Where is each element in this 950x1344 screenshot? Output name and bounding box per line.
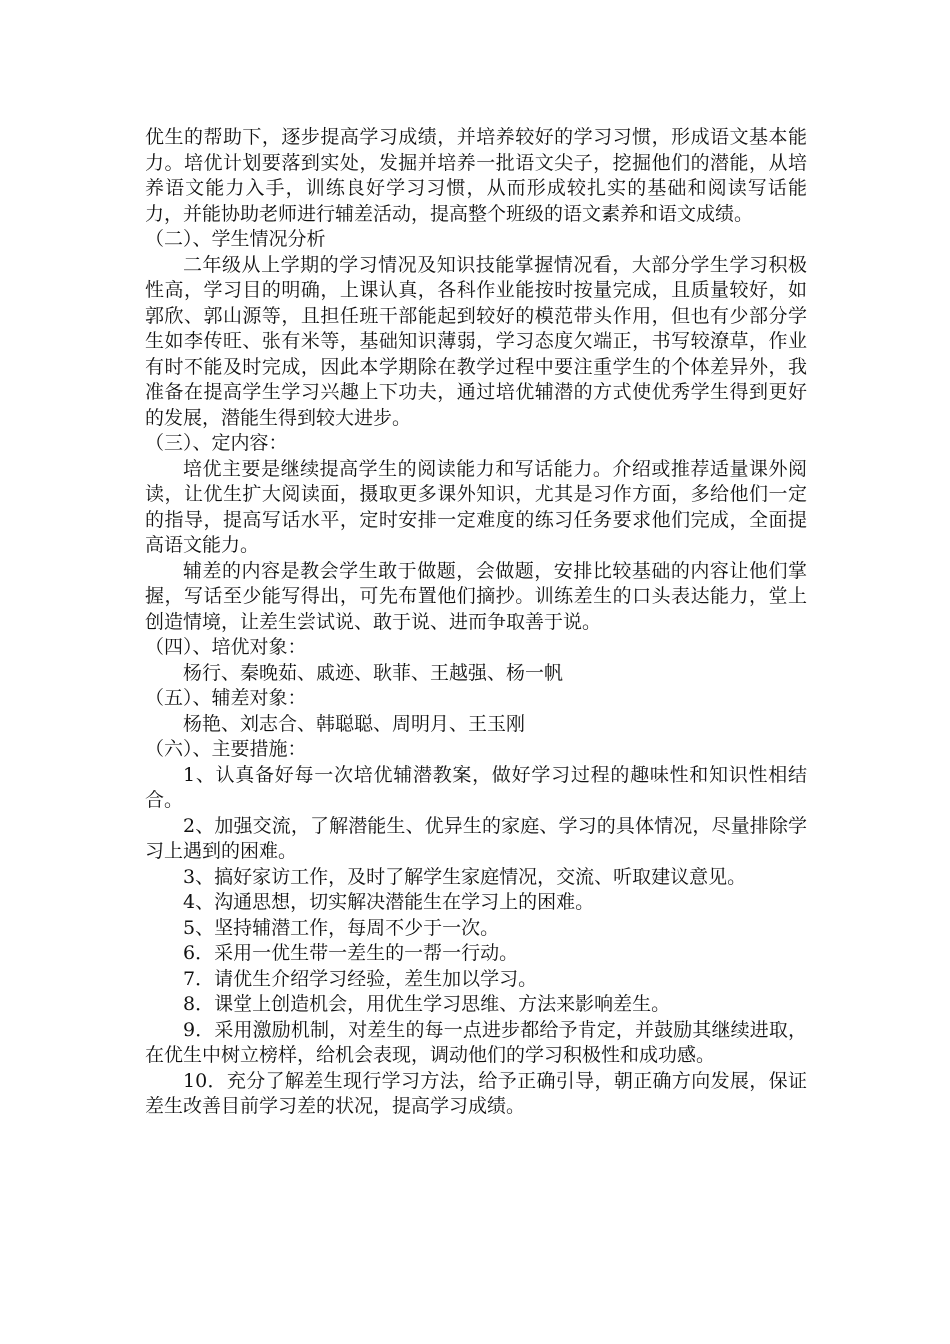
heading-remedial-students: （五）、辅差对象： [145, 687, 307, 709]
paragraph-remedial-content: 辅差的内容是教会学生敢于做题，会做题，安排比较基础的内容让他们掌握，写话至少能写得出，可先布置他们摘抄。训练差生的口头表达能力，堂上创造情境，让差生尝试说、敢于说、进而争取善于说。 [145, 559, 807, 633]
measure-item-8: 8．课堂上创造机会，用优生学习思维、方法来影响差生。 [183, 993, 671, 1015]
measure-item-4: 4、沟通思想，切实解决潜能生在学习上的困难。 [183, 891, 595, 913]
measure-item-6: 6．采用一优生带一差生的一帮一行动。 [183, 942, 519, 964]
paragraph-student-analysis: 二年级从上学期的学习情况及知识技能掌握情况看，大部分学生学习积极性高，学习目的明确，上课认真，各科作业能按时按量完成，且质量较好，如郭欣、郭山源等，且担任班干部能起到较好的模范带头作用，但也有少部分学生如李传旺、张有米等，基础知识薄弱，学习态度欠端正，书写较潦草，作业有时不能及时完成，因此本学期除在教学过程中要注重学生的个体差异外，我准备在提高学生学习兴趣上下功夫，通过培优辅潜的方式使优秀学生得到更好的发展，潜能生得到较大进步。 [145, 253, 807, 429]
measure-item-3: 3、搞好家访工作，及时了解学生家庭情况，交流、听取建议意见。 [183, 865, 747, 888]
measure-item-1: 1、认真备好每一次培优辅潜教案，做好学习过程的趣味性和知识性相结合。 [145, 763, 807, 811]
document-page [145, 125, 807, 1120]
heading-measures: （六）、主要措施： [145, 738, 307, 760]
measure-item-2: 2、加强交流，了解潜能生、优异生的家庭、学习的具体情况，尽量排除学习上遇到的困难。 [145, 814, 807, 862]
heading-content: （三）、定内容： [145, 432, 288, 454]
list-excellent-students: 杨行、秦晚茹、戚迹、耿菲、王越强、杨一帆 [183, 661, 564, 684]
measure-item-9: 9．采用激励机制，对差生的每一点进步都给予肯定，并鼓励其继续进取，在优生中树立榜样，给机会表现，调动他们的学习积极性和成功感。 [145, 1018, 807, 1066]
measure-item-7: 7．请优生介绍学习经验，差生加以学习。 [183, 967, 538, 990]
paragraph-continuation: 优生的帮助下，逐步提高学习成绩，并培养较好的学习习惯，形成语文基本能力。培优计划要落到实处，发掘并培养一批语文尖子，挖掘他们的潜能，从培养语文能力入手，训练良好学习习惯，从而形成较扎实的基础和阅读写话能力，并能协助老师进行辅差活动，提高整个班级的语文素养和语文成绩。 [145, 126, 807, 225]
measure-item-10: 10．充分了解差生现行学习方法，给予正确引导，朝正确方向发展，保证差生改善目前学习差的状况，提高学习成绩。 [145, 1069, 807, 1117]
paragraph-excellent-content: 培优主要是继续提高学生的阅读能力和写话能力。介绍或推荐适量课外阅读，让优生扩大阅读面，摄取更多课外知识，尤其是习作方面，多给他们一定的指导，提高写话水平，定时安排一定难度的练习任务要求他们完成，全面提高语文能力。 [145, 457, 807, 556]
heading-student-analysis: （二）、学生情况分析 [145, 228, 326, 250]
list-remedial-students: 杨艳、刘志合、韩聪聪、周明月、王玉刚 [183, 712, 526, 735]
heading-excellent-students: （四）、培优对象： [145, 636, 307, 658]
measure-item-5: 5、坚持辅潜工作，每周不少于一次。 [183, 916, 500, 939]
